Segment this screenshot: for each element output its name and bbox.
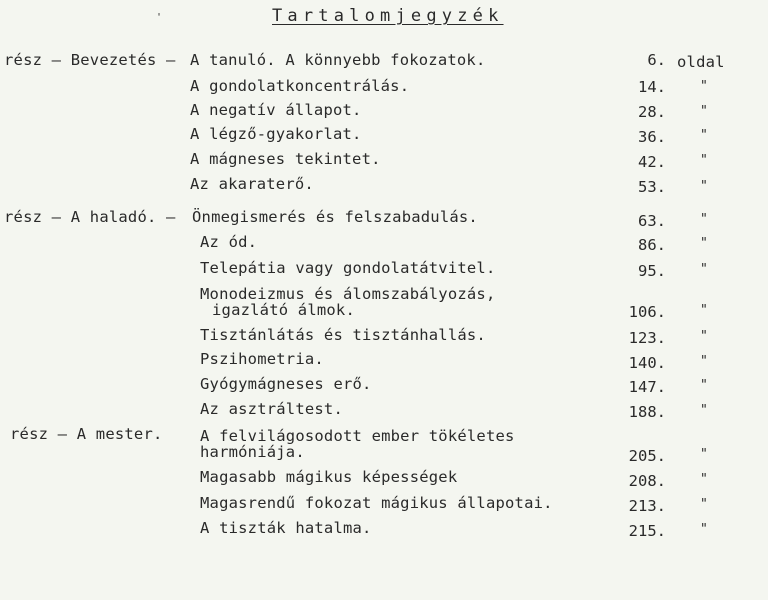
toc-unit: " [700,79,708,94]
toc-page-number: 28. [638,103,666,121]
toc-entry: Tisztánlátás és tisztánhallás. [200,326,486,344]
toc-unit: " [700,262,708,277]
toc-entry: Magasrendű fokozat mágikus állapotai. [200,494,553,512]
toc-page-number: 123. [628,329,666,347]
toc-unit: " [700,354,708,369]
toc-page-number: 36. [638,128,666,146]
toc-entry: A negatív állapot. [190,101,362,119]
toc-entry: A felvilágosodott ember tökéletes [200,427,515,445]
toc-unit: " [700,378,708,393]
toc-unit: oldal [677,53,725,71]
toc-entry: A tiszták hatalma. [200,519,372,537]
toc-entry: Monodeizmus és álomszabályozás, [200,285,496,303]
toc-page-number: 53. [638,178,666,196]
section-label-1: rész – Bevezetés – [4,51,176,69]
toc-entry: Az asztráltest. [200,400,343,418]
page-title: Tartalomjegyzék [272,6,504,26]
toc-entry: Önmegismerés és felszabadulás. [192,208,478,226]
toc-entry: A mágneses tekintet. [190,150,381,168]
section-label-2: rész – A haladó. – [4,208,176,226]
section-label-3: rész – A mester. [10,425,163,443]
toc-page-number: 95. [638,262,666,280]
toc-page-number: 6. [647,51,666,69]
toc-page-number: 140. [628,354,666,372]
toc-page-number: 215. [628,522,666,540]
toc-unit: " [700,236,708,251]
toc-entry: Magasabb mágikus képességek [200,468,458,486]
toc-page-number: 106. [628,303,666,321]
toc-entry: Az ód. [200,233,258,251]
toc-page-number: 188. [628,403,666,421]
toc-page-number: 213. [628,497,666,515]
toc-unit: " [700,104,708,119]
toc-entry: A gondolatkoncentrálás. [190,77,410,95]
toc-page-number: 14. [638,78,666,96]
toc-page-number: 208. [628,472,666,490]
toc-page-number: 42. [638,153,666,171]
toc-entry: Pszihometria. [200,350,324,368]
toc-unit: " [700,153,708,168]
toc-unit: " [700,472,708,487]
toc-entry: Telepátia vagy gondolatátvitel. [200,259,496,277]
toc-unit: " [700,522,708,537]
toc-unit: " [700,447,708,462]
toc-entry: Az akaraterő. [190,175,314,193]
toc-entry-continued: harmóniája. [200,443,305,461]
toc-entry-continued: igazlátó álmok. [212,301,355,319]
toc-entry: A légző-gyakorlat. [190,125,362,143]
toc-page-number: 205. [628,447,666,465]
toc-unit: " [700,497,708,512]
toc-unit: " [700,128,708,143]
toc-unit: " [700,329,708,344]
toc-entry: A tanuló. A könnyebb fokozatok. [190,51,486,69]
toc-entry: Gyógymágneses erő. [200,375,372,393]
toc-unit: " [700,403,708,418]
toc-unit: " [700,179,708,194]
toc-page-number: 147. [628,378,666,396]
stray-mark: ' [156,12,163,23]
toc-unit: " [700,303,708,318]
toc-page-number: 63. [638,212,666,230]
toc-unit: " [700,212,708,227]
toc-page-number: 86. [638,236,666,254]
